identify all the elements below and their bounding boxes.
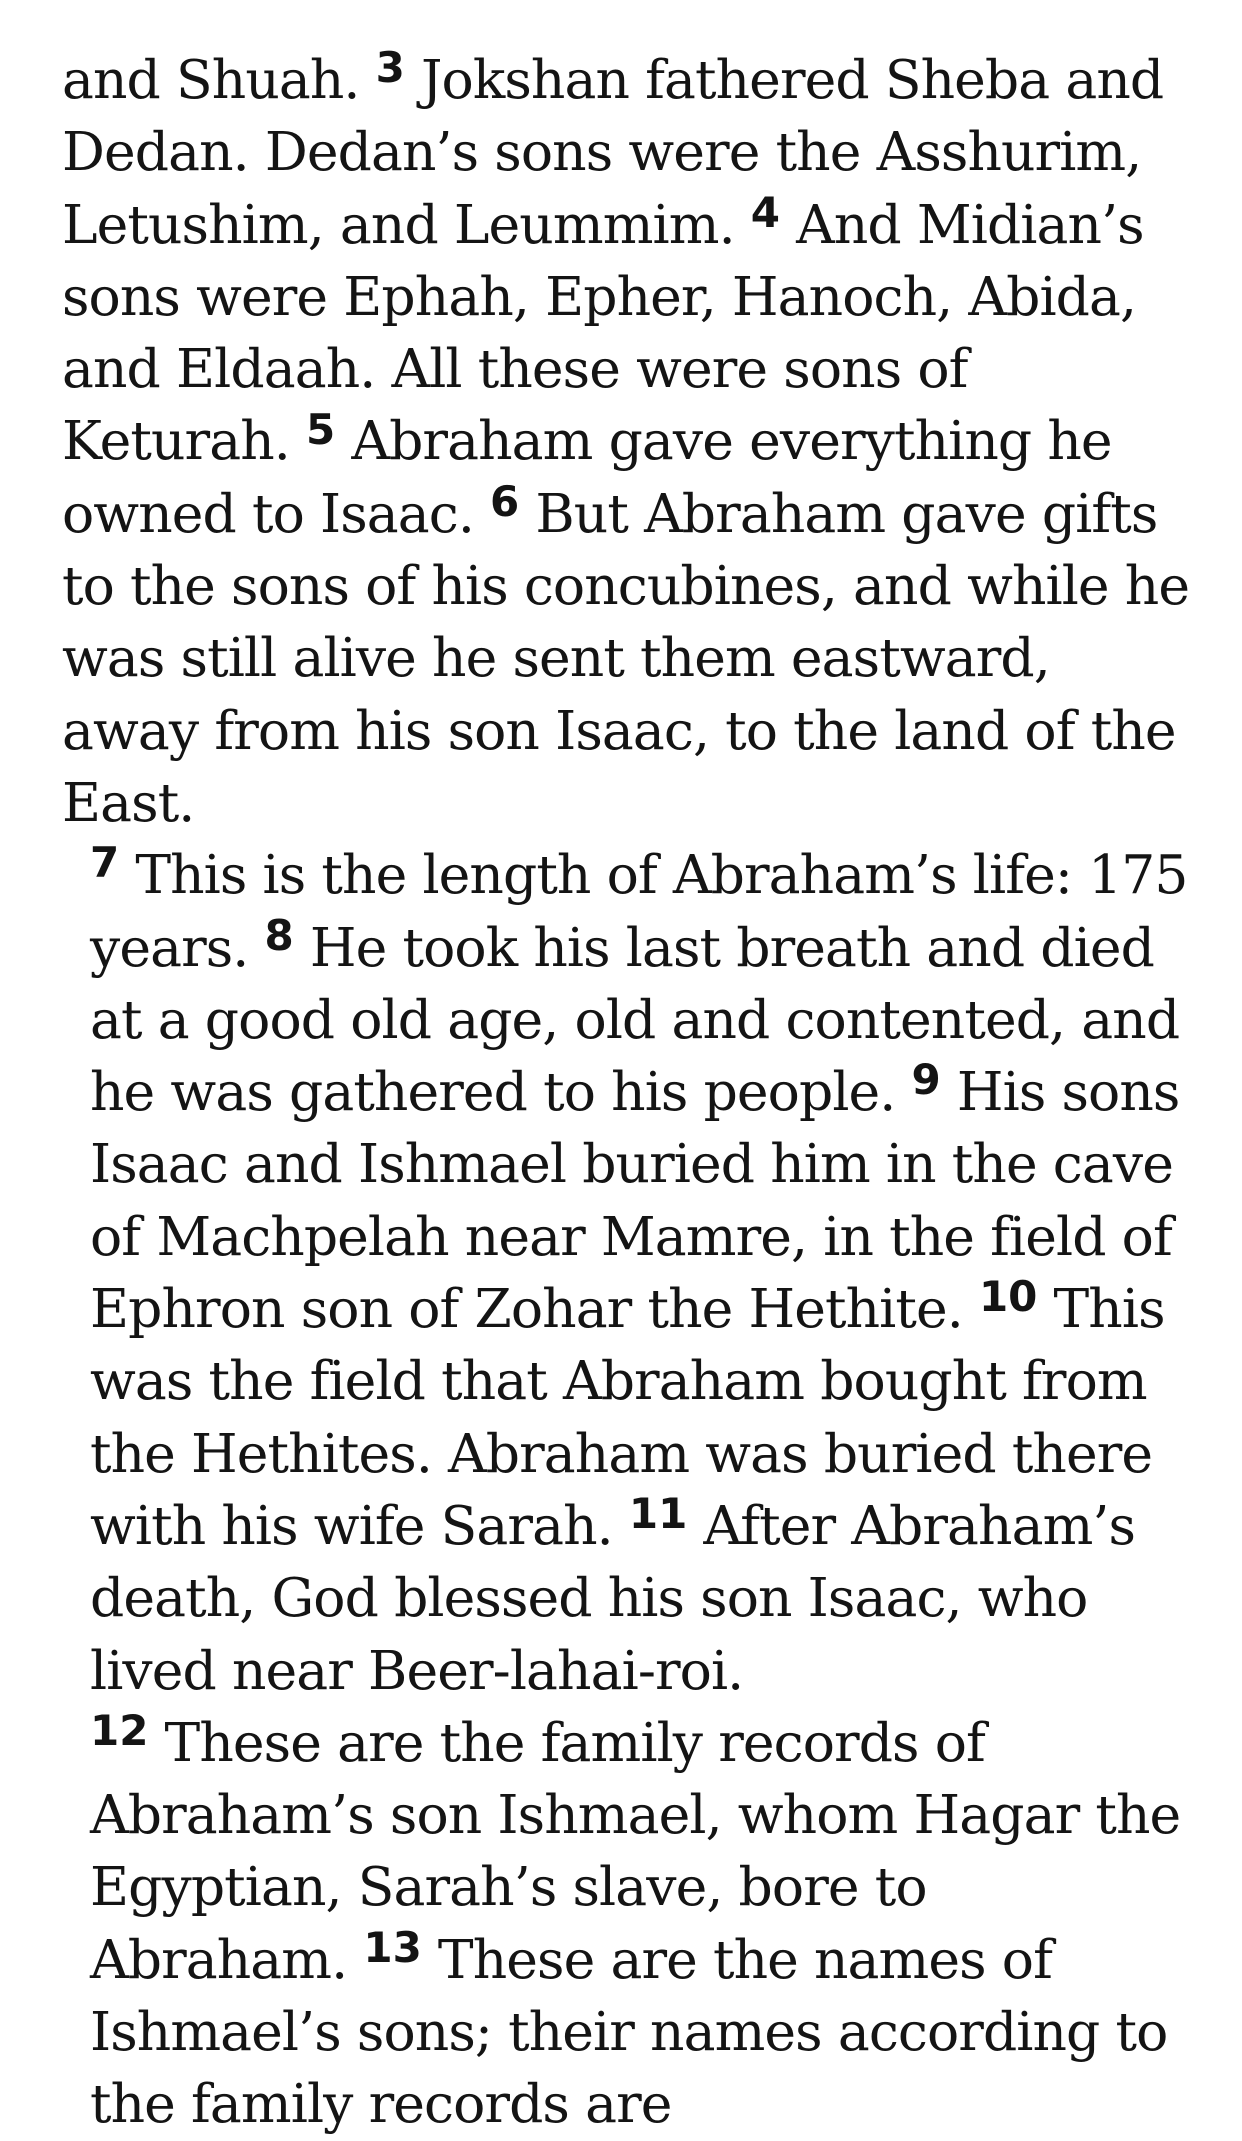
verse-text: His sons Isaac and Ishmael buried him in the cave of Machpelah near Mamre, in the field of Ephron son of Zohar the Hethite. [90, 1060, 1180, 1341]
verse-text: This was the field that Abraham bought from the Hethites. Abraham was buried there with his wife Sarah. [90, 1277, 1165, 1557]
verse-text: This is the length of Abraham’s life: 175 years. [90, 843, 1188, 979]
verse-number[interactable]: 7 [90, 838, 120, 888]
verse-number[interactable]: 13 [363, 1922, 422, 1972]
verse-text: These are the family records of Abraham’s son Ishmael, whom Hagar the Egyptian, Sarah’s slave, bore to Abraham. [90, 1710, 1181, 1991]
verse-number[interactable]: 12 [90, 1705, 149, 1755]
verse-number[interactable]: 9 [911, 1055, 941, 1105]
verse-number[interactable]: 3 [375, 43, 405, 93]
verse-text: But Abraham gave gifts to the sons of his concubines, and while he was still alive he sent them eastward, away from his son Isaac, to the land of the East. [62, 481, 1190, 834]
verse-text: Abraham gave everything he owned to Isaac. [62, 409, 1112, 545]
scripture-paragraph [62, 1707, 1192, 2141]
verse-number[interactable]: 10 [978, 1272, 1038, 1322]
verse-text: After Abraham’s death, God blessed his son Isaac, who lived near Beer-lahai-roi. [90, 1493, 1136, 1702]
verse-number[interactable]: 6 [490, 476, 520, 526]
verse-number[interactable]: 5 [306, 404, 336, 454]
verse-text: These are the names of Ishmael’s sons; their names according to the family records are [90, 1927, 1168, 2136]
verse-number[interactable]: 11 [628, 1488, 688, 1538]
verse-text: and Shuah. [62, 48, 376, 111]
verse-number[interactable]: 4 [750, 187, 781, 237]
verse-text: Jokshan fathered Sheba and Dedan. Dedan’s sons were the Asshurim, Letushim, and Leummim. [62, 48, 1164, 256]
verse-number[interactable]: 8 [264, 910, 294, 960]
scripture-paragraph [62, 839, 1192, 1707]
verse-text: He took his last breath and died at a good old age, old and contented, and he was gathered to his people. [90, 915, 1180, 1124]
verse-text: And Midian’s sons were Ephah, Epher, Hanoch, Abida, and Eldaah. All these were sons of Keturah. [62, 192, 1144, 473]
reader-page [62, 44, 1192, 2141]
scripture-paragraph [62, 44, 1192, 839]
